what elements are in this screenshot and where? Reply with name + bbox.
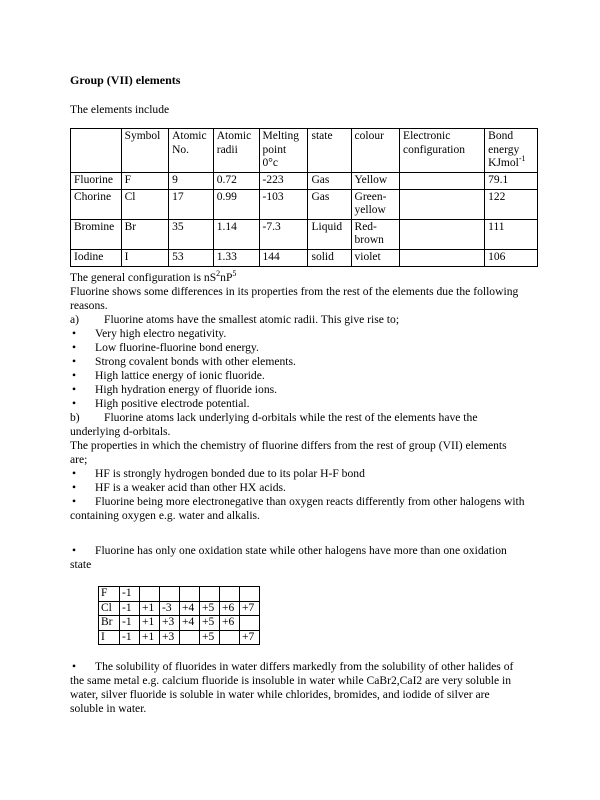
table-cell: 0.99: [213, 189, 259, 219]
table-row: [71, 249, 538, 266]
table-cell: Liquid: [308, 219, 351, 249]
oxidation-table: [98, 586, 260, 645]
table-cell: +3: [160, 616, 180, 631]
list-item: [70, 481, 540, 495]
property-bullets: [70, 467, 540, 495]
bullet-dot: •: [72, 341, 77, 354]
list-item: [70, 369, 540, 383]
table-cell: Green- yellow: [351, 189, 400, 219]
intro-text: The elements include: [70, 103, 170, 116]
header-line: KJmol$^{-1}$: [488, 154, 526, 169]
table-cell: Bromine: [71, 219, 122, 249]
table-row: [99, 616, 260, 631]
properties-intro-1: The properties in which the chemistry of fluorine differs from the rest of group (VII) elements: [70, 439, 507, 452]
oxidation-line-2: state: [70, 558, 92, 571]
table-header-cell: [259, 129, 308, 173]
general-config: [70, 271, 540, 523]
table-cell: 17: [169, 189, 214, 219]
table-cell: I: [99, 630, 120, 645]
list-item: [70, 327, 540, 341]
table-cell: +4: [180, 616, 200, 631]
table-cell: Br: [121, 219, 169, 249]
oxidation-bullet: [70, 544, 540, 558]
bullet-dot: •: [72, 544, 77, 557]
table-cell: [200, 587, 220, 602]
solubility-bullet: [70, 660, 540, 674]
table-row: [71, 219, 538, 249]
table-header-cell: [121, 129, 169, 173]
table-cell: [400, 219, 485, 249]
table-cell: Br: [99, 616, 120, 631]
table-cell: 106: [485, 249, 538, 266]
header-line: 0°c: [262, 157, 278, 169]
general-config-mid: nP: [220, 271, 233, 284]
table-cell: 9: [169, 172, 214, 189]
table-cell: [400, 189, 485, 219]
table-row: [71, 189, 538, 219]
table-header-cell: [71, 129, 122, 173]
header-line: [74, 130, 118, 144]
table-cell: -1: [120, 601, 140, 616]
table-row: [71, 172, 538, 189]
reason-b: [70, 411, 540, 425]
header-line: point: [262, 143, 287, 156]
table-cell: 35: [169, 219, 214, 249]
table-cell: +6: [220, 616, 240, 631]
table-row: [99, 630, 260, 645]
table-cell: 1.33: [213, 249, 259, 266]
list-item: [70, 355, 540, 369]
bullet-text: Strong covalent bonds with other elements.: [95, 355, 296, 368]
table-cell: -103: [259, 189, 308, 219]
table-cell: -1: [120, 630, 140, 645]
table-header-cell: [308, 129, 351, 173]
table-cell: Yellow: [351, 172, 400, 189]
reason-a: [70, 313, 540, 327]
header-line: Bond: [488, 130, 514, 142]
fluorine-intro-1: Fluorine shows some differences in its properties from the rest of the elements due the following: [70, 285, 519, 298]
header-line: Atomic: [172, 130, 207, 142]
oxidation-section: [70, 544, 540, 572]
header-line: configuration: [403, 143, 465, 156]
table-cell: [180, 587, 200, 602]
properties-intro-2: are;: [70, 453, 88, 466]
table-cell: [220, 630, 240, 645]
table-header-cell: [213, 129, 259, 173]
bullet-dot: •: [72, 481, 77, 494]
heading: Group (VII) elements: [70, 73, 181, 87]
bullet-text: Very high electro negativity.: [95, 327, 227, 340]
table-cell: [240, 616, 260, 631]
bullet-text: High lattice energy of ionic fluoride.: [95, 369, 265, 382]
sup-2: 2: [216, 269, 221, 279]
reason-b-text: Fluorine atoms lack underlying d-orbitals while the rest of the elements have the: [104, 411, 478, 424]
table-cell: -1: [120, 587, 140, 602]
table-cell: F: [99, 587, 120, 602]
solubility-line-1: The solubility of fluorides in water differs markedly from the solubility of other halides of: [95, 660, 514, 673]
table-cell: 144: [259, 249, 308, 266]
table-cell: Gas: [308, 172, 351, 189]
table-header-cell: [400, 129, 485, 173]
table-cell: 53: [169, 249, 214, 266]
bullet-dot: •: [72, 383, 77, 396]
electroneg-line-2: containing oxygen e.g. water and alkalis.: [70, 509, 260, 522]
table-cell: [400, 172, 485, 189]
table-cell: [220, 587, 240, 602]
bullet-dot: •: [72, 397, 77, 410]
reason-b-letter: b): [70, 411, 80, 424]
header-line: Atomic: [216, 130, 252, 142]
bullet-text: HF is a weaker acid than other HX acids.: [95, 481, 286, 494]
table-cell: +6: [220, 601, 240, 616]
reason-a-bullets: [70, 327, 540, 411]
reason-a-text: Fluorine atoms have the smallest atomic radii. This give rise to;: [104, 313, 400, 326]
header-line: Symbol: [124, 130, 161, 142]
table-cell: +1: [140, 630, 160, 645]
list-item: [70, 397, 540, 411]
table-cell: +5: [200, 630, 220, 645]
table-cell: 111: [485, 219, 538, 249]
table-cell: violet: [351, 249, 400, 266]
bullet-text: Low fluorine-fluorine bond energy.: [95, 341, 259, 354]
table-cell: +1: [140, 601, 160, 616]
bullet-text: High positive electrode potential.: [95, 397, 250, 410]
table-header-cell: [351, 129, 400, 173]
table-cell: [140, 587, 160, 602]
oxidation-line-1: Fluorine has only one oxidation state while other halogens have more than one oxidation: [95, 544, 507, 557]
table-cell: +7: [240, 601, 260, 616]
sup-5: 5: [232, 269, 237, 279]
table-cell: 0.72: [213, 172, 259, 189]
header-line: No.: [172, 143, 190, 156]
bullet-text: HF is strongly hydrogen bonded due to its polar H-F bond: [95, 467, 365, 480]
table-cell: 79.1: [485, 172, 538, 189]
table-cell: solid: [308, 249, 351, 266]
bullet-dot: •: [72, 660, 77, 673]
electroneg-line-1: Fluorine being more electronegative than oxygen reacts differently from other halogens with: [95, 495, 525, 508]
header-line: Melting: [262, 130, 299, 142]
bullet-dot: •: [72, 495, 77, 508]
header-line: energy: [488, 143, 520, 156]
electroneg-bullet: [70, 495, 540, 509]
table-header-cell: [169, 129, 214, 173]
solubility-line-3: water, silver fluoride is soluble in water while chlorides, bromides, and iodide of silver are: [70, 688, 490, 701]
table-cell: -1: [120, 616, 140, 631]
elements-table: [70, 128, 538, 267]
solubility-line-2: the same metal e.g. calcium fluoride is insoluble in water while CaBr2,CaI2 are very soluble in: [70, 674, 512, 687]
table-cell: F: [121, 172, 169, 189]
header-line: radii: [216, 143, 238, 156]
table-header-cell: [485, 129, 538, 173]
table-cell: Iodine: [71, 249, 122, 266]
bullet-dot: •: [72, 327, 77, 340]
table-cell: +5: [200, 601, 220, 616]
table-cell: [400, 249, 485, 266]
general-config-prefix: The general configuration is nS: [70, 271, 217, 284]
table-cell: Red- brown: [351, 219, 400, 249]
table-cell: +7: [240, 630, 260, 645]
table-cell: 122: [485, 189, 538, 219]
table-cell: Cl: [99, 601, 120, 616]
table-row: [99, 587, 260, 602]
table-header-row: [71, 129, 538, 173]
solubility-line-4: soluble in water.: [70, 702, 147, 715]
solubility-section: [70, 660, 540, 716]
header-line: [74, 144, 118, 158]
table-cell: +3: [160, 630, 180, 645]
fluorine-intro-2: reasons.: [70, 299, 108, 312]
bullet-dot: •: [72, 369, 77, 382]
table-row: [99, 601, 260, 616]
bullet-text: High hydration energy of fluoride ions.: [95, 383, 278, 396]
table-cell: -223: [259, 172, 308, 189]
reason-b-cont: underlying d-orbitals.: [70, 425, 171, 438]
list-item: [70, 467, 540, 481]
header-line: Electronic: [403, 130, 451, 142]
table-cell: Cl: [121, 189, 169, 219]
table-cell: 1.14: [213, 219, 259, 249]
table-cell: +4: [180, 601, 200, 616]
table-cell: -7.3: [259, 219, 308, 249]
bullet-dot: •: [72, 355, 77, 368]
table-cell: +1: [140, 616, 160, 631]
list-item: [70, 341, 540, 355]
header-line: colour: [354, 130, 384, 142]
header-line: state: [311, 130, 333, 142]
table-cell: I: [121, 249, 169, 266]
list-item: [70, 383, 540, 397]
table-cell: Chorine: [71, 189, 122, 219]
table-cell: [160, 587, 180, 602]
table-cell: [180, 630, 200, 645]
table-cell: Fluorine: [71, 172, 122, 189]
table-cell: [240, 587, 260, 602]
table-cell: -3: [160, 601, 180, 616]
table-cell: Gas: [308, 189, 351, 219]
bullet-dot: •: [72, 467, 77, 480]
table-cell: +5: [200, 616, 220, 631]
reason-a-letter: a): [70, 313, 80, 326]
